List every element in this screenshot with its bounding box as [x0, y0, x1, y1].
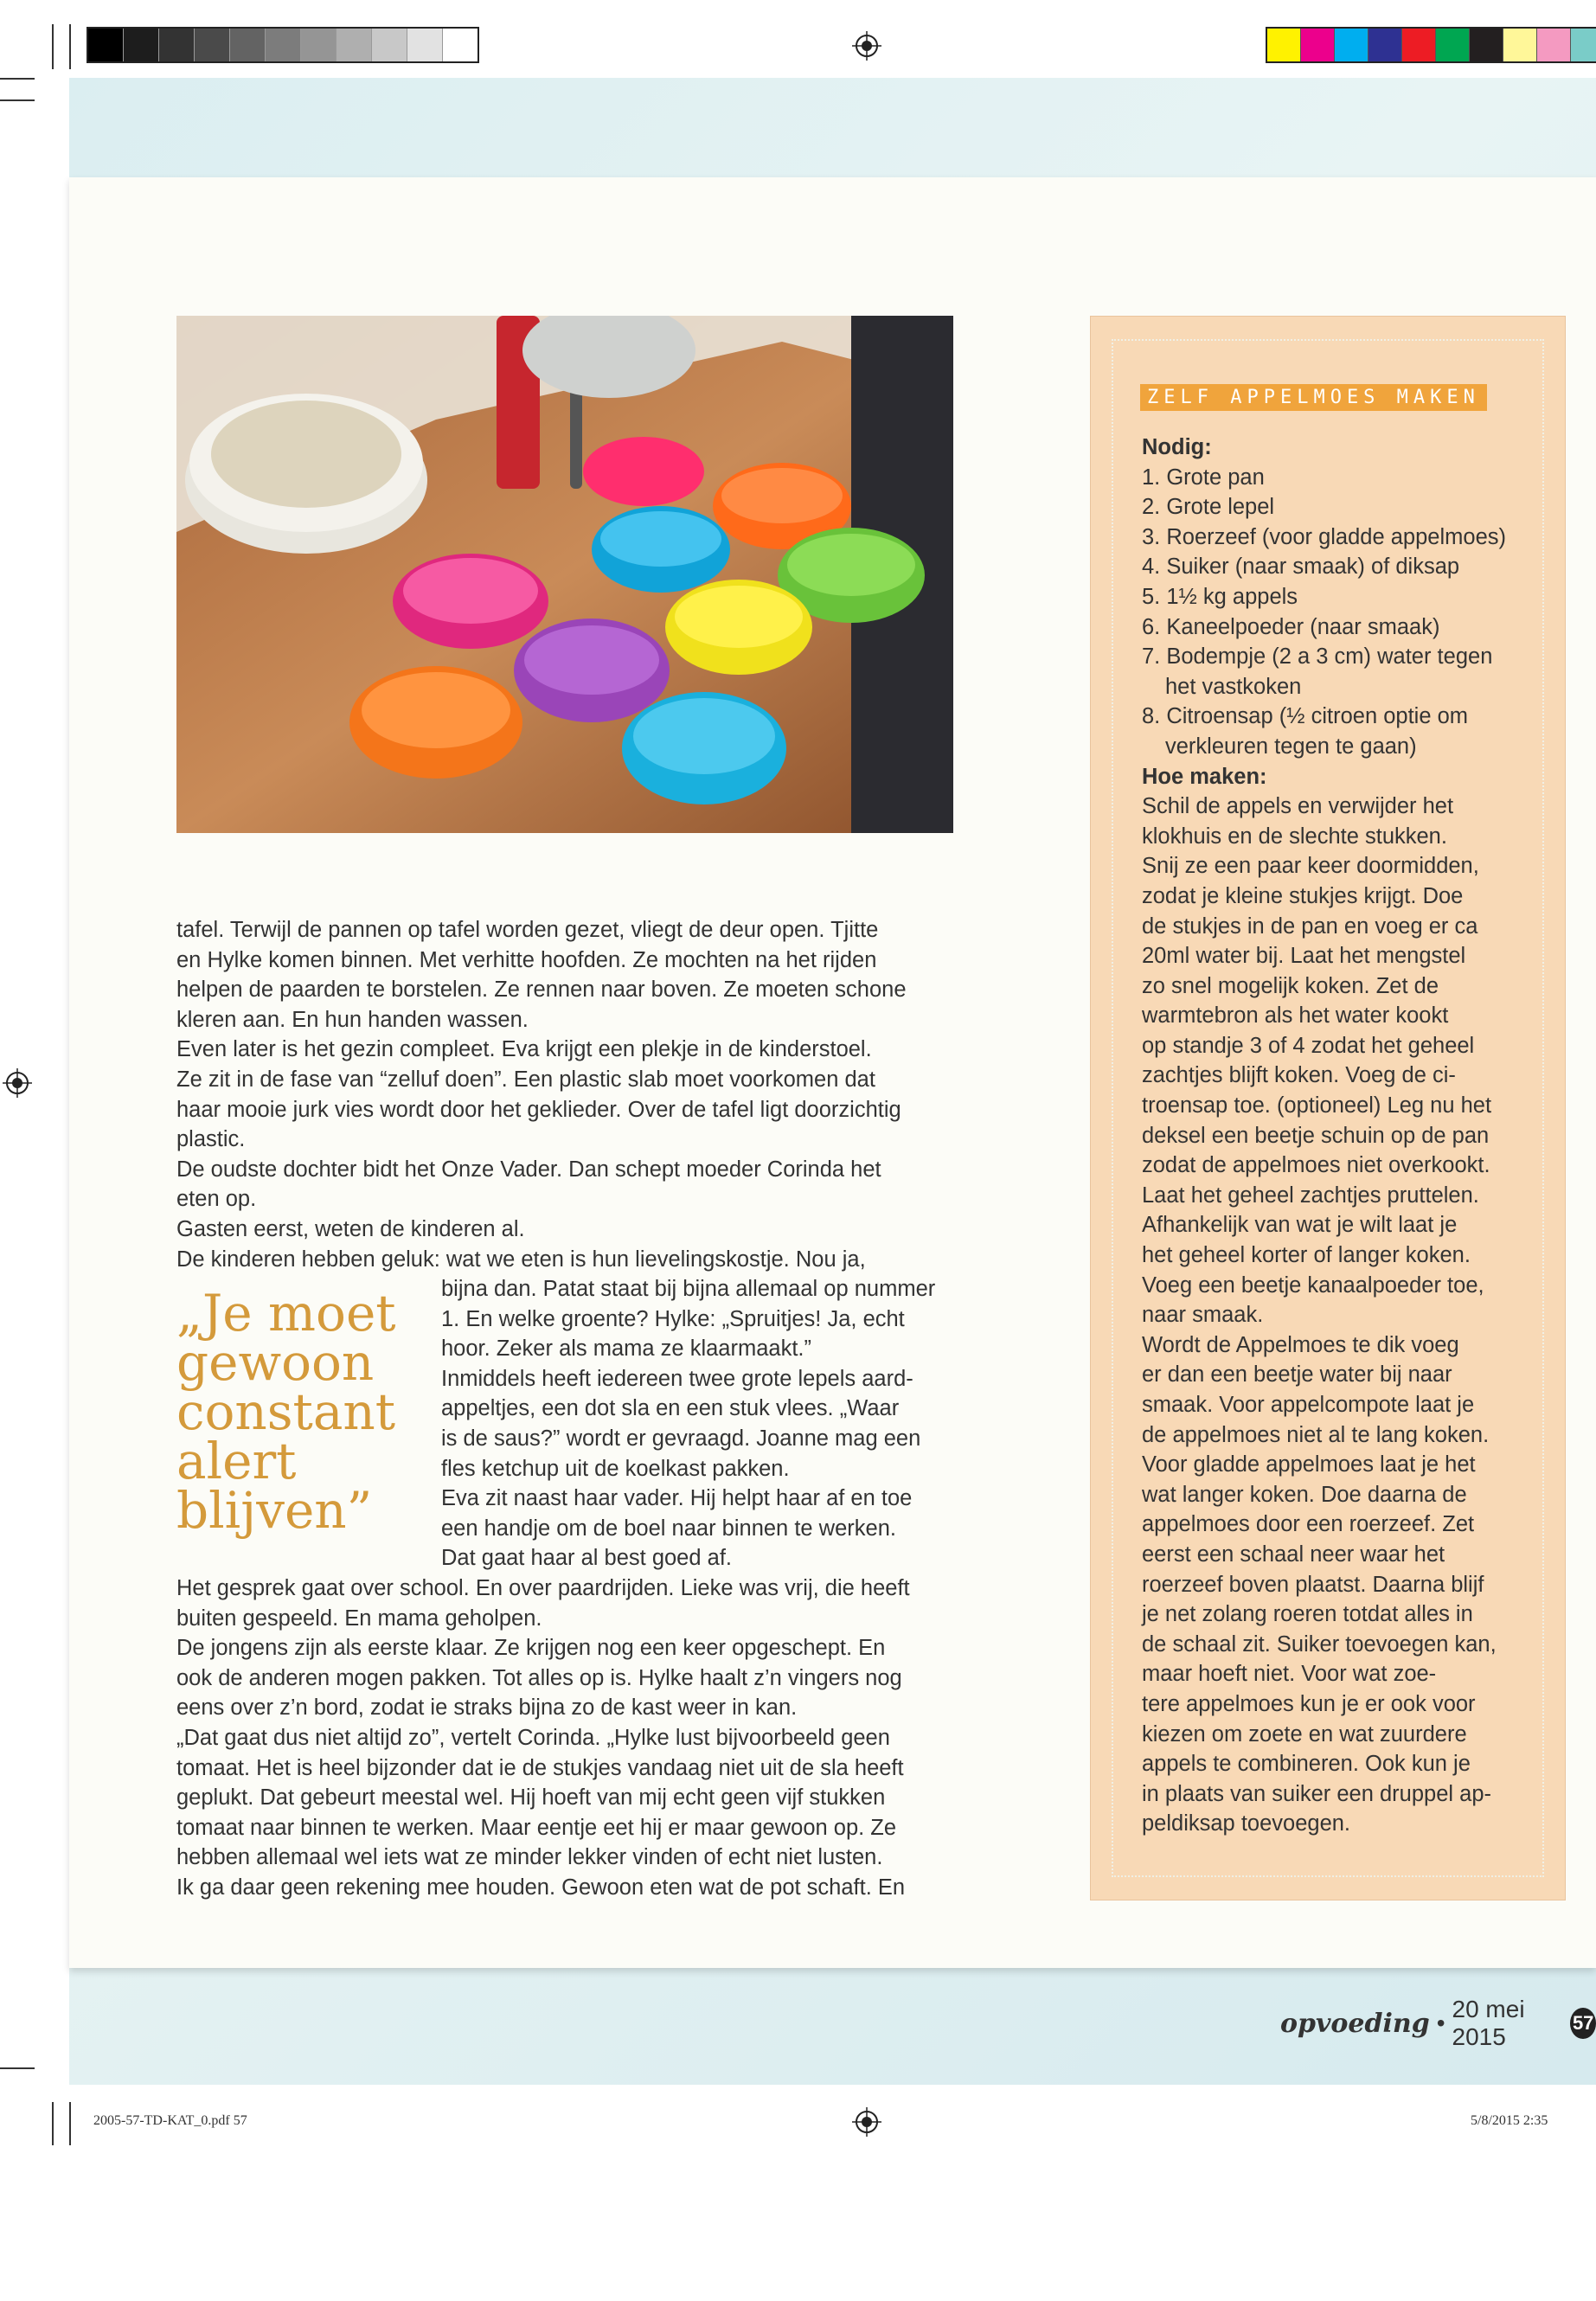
text-line: gewoon — [176, 1333, 375, 1392]
text-line: haar mooie jurk vies wordt door het geklieder. Over de tafel ligt doorzichtig — [176, 1097, 901, 1122]
page-footer — [1280, 1996, 1596, 2051]
text-line: Voeg een beetje kanaalpoeder toe, — [1142, 1272, 1484, 1298]
text-line: er dan een beetje water bij naar — [1142, 1362, 1452, 1388]
text-line: eerst een schaal neer waar het — [1142, 1541, 1445, 1567]
crop-mark — [69, 2102, 71, 2145]
text-line: de stukjes in de pan en voeg er ca — [1142, 913, 1478, 939]
text-line: helpen de paarden te borstelen. Ze rennen naar boven. Ze moeten schone — [176, 977, 907, 1003]
text-line: tomaat. Het is heel bijzonder dat ie de stukjes vandaag niet uit de sla heeft — [176, 1755, 904, 1780]
text-line: Ik ga daar geen rekening mee houden. Gewoon eten wat de pot schaft. En — [176, 1875, 906, 1900]
text-line: klokhuis en de slechte stukken. — [1142, 824, 1447, 849]
article-body-bottom — [176, 1574, 955, 1903]
text-line: appelmoes door een roerzeef. Zet — [1142, 1512, 1475, 1537]
text-line: naar smaak. — [1142, 1303, 1264, 1328]
text-line: deksel een beetje schuin op de pan — [1142, 1123, 1490, 1148]
nodig-heading: Nodig: — [1142, 435, 1212, 459]
crop-mark — [69, 24, 71, 69]
crop-mark — [0, 78, 35, 80]
text-line: peldiksap toevoegen. — [1142, 1811, 1351, 1836]
text-line: eens over z’n bord, zodat ie straks bijna zo de kast weer in kan. — [176, 1695, 798, 1721]
text-line: tomaat naar binnen te werken. Maar eentje eet hij er maar gewoon op. Ze — [176, 1815, 897, 1840]
ingredient-item: 5. 1½ kg appels — [1142, 584, 1298, 609]
text-line: 20ml water bij. Laat het mengstel — [1142, 944, 1466, 969]
text-line: constant — [176, 1382, 396, 1441]
text-line: smaak. Voor appelcompote laat je — [1142, 1393, 1475, 1417]
ingredient-item: 1. Grote pan — [1142, 465, 1265, 490]
text-line: troensap toe. (optioneel) Leg nu het — [1142, 1093, 1492, 1118]
text-line: maar hoeft niet. Voor wat zoe- — [1142, 1662, 1437, 1687]
text-line: bijna dan. Patat staat bij bijna allemaal op nummer — [441, 1277, 936, 1301]
ingredient-item: 4. Suiker (naar smaak) of diksap — [1142, 554, 1460, 580]
file-slug: 2005-57-TD-KAT_0.pdf 57 — [93, 2113, 247, 2128]
text-line: zachtjes blijft koken. Voeg de ci- — [1142, 1063, 1456, 1088]
ingredient-item: 3. Roerzeef (voor gladde appelmoes) — [1142, 524, 1506, 549]
text-line: tere appelmoes kun je er ook voor — [1142, 1691, 1476, 1716]
text-line: plastic. — [176, 1127, 246, 1152]
text-line: Eva zit naast haar vader. Hij helpt haar af en toe — [441, 1486, 913, 1511]
issue-date: 20 mei 2015 — [1452, 1996, 1525, 2050]
text-line: in plaats van suiker een druppel ap- — [1142, 1781, 1492, 1806]
pull-quote — [176, 1284, 427, 1540]
text-line: ook de anderen mogen pakken. Tot alles op is. Hylke haalt z’n vingers nog — [176, 1665, 902, 1690]
text-line: Even later is het gezin compleet. Eva krijgt een plekje in de kinderstoel. — [176, 1037, 872, 1062]
magazine-brand: opvoeding — [1280, 2008, 1430, 2039]
text-line: Snij ze een paar keer doormidden, — [1142, 854, 1479, 879]
text-line: „Dat gaat dus niet altijd zo”, vertelt Corinda. „Hylke lust bijvoorbeeld geen — [176, 1725, 890, 1750]
text-line: De jongens zijn als eerste klaar. Ze krijgen nog een keer opgeschept. En — [176, 1636, 886, 1661]
article-body-narrow — [441, 1274, 955, 1574]
article-body-top — [176, 915, 955, 1274]
text-line: 1. En welke groente? Hylke: „Spruitjes! Ja, echt — [441, 1306, 905, 1331]
text-line: de appelmoes niet al te lang koken. — [1142, 1422, 1490, 1447]
text-line: appels te combineren. Ook kun je — [1142, 1752, 1471, 1777]
text-line: een handje om de boel naar binnen te werken. — [441, 1516, 896, 1541]
method-text — [1142, 792, 1548, 1839]
text-line: is de saus?” wordt er gevraagd. Joanne mag een — [441, 1426, 921, 1451]
bowls-photo — [176, 316, 953, 833]
text-line: Dat gaat haar al best goed af. — [441, 1546, 732, 1571]
text-line: je net zolang roeren totdat alles in — [1142, 1602, 1473, 1627]
registration-mark-icon — [852, 31, 881, 61]
color-bar — [1266, 27, 1596, 63]
text-line: Ze zit in de fase van “zelluf doen”. Een plastic slab moet voorkomen dat — [176, 1067, 875, 1092]
text-line: blijven” — [176, 1481, 373, 1540]
text-line: de schaal zit. Suiker toevoegen kan, — [1142, 1631, 1497, 1657]
text-line: Laat het geheel zachtjes pruttelen. — [1142, 1183, 1479, 1208]
crop-mark — [52, 2102, 54, 2145]
text-line: geplukt. Dat gebeurt meestal wel. Hij hoeft van mij echt geen vijf stukken — [176, 1785, 886, 1811]
crop-mark — [52, 24, 54, 69]
text-line: zo snel mogelijk koken. Zet de — [1142, 973, 1439, 998]
ingredient-item: 2. Grote lepel — [1142, 495, 1275, 520]
text-line: zodat je kleine stukjes krijgt. Doe — [1142, 883, 1464, 908]
text-line: appeltjes, een dot sla en een stuk vlees. „Waar — [441, 1396, 900, 1421]
recipe-text — [1142, 433, 1548, 1839]
text-line: eten op. — [176, 1187, 257, 1212]
text-line: hebben allemaal wel iets wat ze minder lekker vinden of echt niet lusten. — [176, 1845, 883, 1870]
ingredient-item: 8. Citroensap (½ citroen optie om — [1142, 704, 1469, 729]
ingredient-item: 6. Kaneelpoeder (naar smaak) — [1142, 614, 1440, 639]
ingredient-list — [1142, 463, 1548, 762]
text-line: fles ketchup uit de koelkast pakken. — [441, 1456, 790, 1481]
text-line: Wordt de Appelmoes te dik voeg — [1142, 1332, 1459, 1357]
text-line: het geheel korter of langer koken. — [1142, 1243, 1471, 1268]
ingredient-item: 7. Bodempje (2 a 3 cm) water tegen — [1142, 644, 1493, 670]
print-timestamp: 5/8/2015 2:35 — [1471, 2113, 1548, 2128]
text-line: kiezen om zoete en wat zuurdere — [1142, 1721, 1467, 1747]
hoe-maken-heading: Hoe maken: — [1142, 764, 1267, 789]
text-line: roerzeef boven plaatst. Daarna blijf — [1142, 1572, 1484, 1597]
text-line: zodat de appelmoes niet overkookt. — [1142, 1153, 1490, 1178]
text-line: tafel. Terwijl de pannen op tafel worden gezet, vliegt de deur open. Tjitte — [176, 918, 879, 942]
crop-mark — [0, 99, 35, 101]
page-number: 57 — [1570, 2008, 1596, 2039]
text-line: op standje 3 of 4 zodat het geheel — [1142, 1033, 1475, 1058]
text-line: „Je moet — [176, 1284, 396, 1343]
text-line: alert — [176, 1432, 297, 1490]
text-line: De oudste dochter bidt het Onze Vader. Dan schept moeder Corinda het — [176, 1157, 881, 1182]
text-line: De kinderen hebben geluk: wat we eten is hun lievelingskostje. Nou ja, — [176, 1247, 866, 1272]
sidebar-title: ZELF APPELMOES MAKEN — [1140, 384, 1487, 411]
text-line: Inmiddels heeft iedereen twee grote lepels aard- — [441, 1366, 913, 1391]
text-line: Schil de appels en verwijder het — [1142, 794, 1454, 819]
registration-mark-icon — [852, 2107, 881, 2137]
text-line: buiten gespeeld. En mama geholpen. — [176, 1606, 542, 1631]
text-line: hoor. Zeker als mama ze klaarmaakt.” — [441, 1336, 811, 1362]
grayscale-bar — [87, 27, 479, 63]
text-line: Voor gladde appelmoes laat je het — [1142, 1452, 1476, 1477]
text-line: Gasten eerst, weten de kinderen al. — [176, 1216, 525, 1241]
text-line: wat langer koken. Doe daarna de — [1142, 1482, 1467, 1507]
text-line: en Hylke komen binnen. Met verhitte hoofden. Ze mochten na het rijden — [176, 947, 877, 972]
ingredient-item: het vastkoken — [1165, 674, 1302, 699]
text-line: kleren aan. En hun handen wassen. — [176, 1007, 529, 1032]
crop-mark — [0, 2067, 35, 2069]
ingredient-item: verkleuren tegen te gaan) — [1165, 734, 1417, 759]
text-line: Het gesprek gaat over school. En over paardrijden. Lieke was vrij, die heeft — [176, 1576, 910, 1600]
text-line: warmtebron als het water kookt — [1142, 1003, 1449, 1029]
footer-separator: • — [1436, 2009, 1445, 2036]
registration-mark-icon — [3, 1068, 32, 1098]
text-line: Afhankelijk van wat je wilt laat je — [1142, 1213, 1458, 1238]
